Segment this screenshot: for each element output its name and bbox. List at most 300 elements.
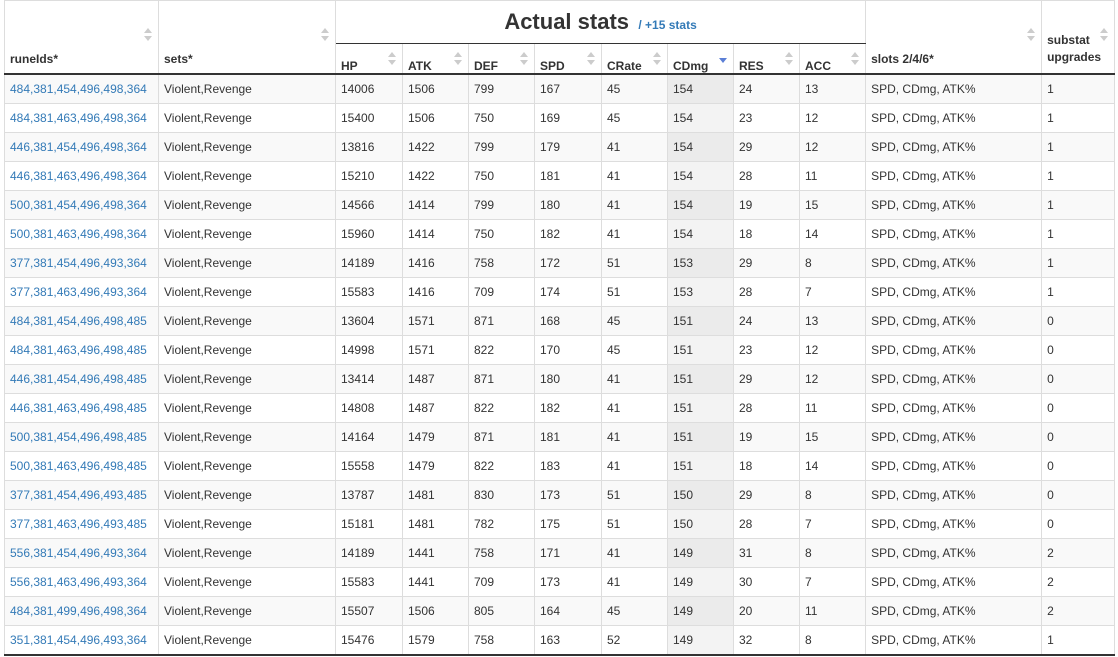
sort-icon (587, 52, 595, 66)
rune-ids-cell (5, 249, 159, 278)
hp-cell: 15400 (336, 104, 403, 133)
atk-cell: 1479 (403, 423, 469, 452)
spd-cell: 173 (535, 568, 602, 597)
upgrades-cell: 1 (1042, 249, 1115, 278)
runeids-header[interactable] (5, 1, 159, 75)
slots-header-label: slots 2/4/6* (871, 52, 934, 66)
spd-cell: 181 (535, 423, 602, 452)
crate-cell: 52 (602, 626, 668, 656)
slots-cell: SPD, CDmg, ATK% (866, 307, 1042, 336)
crate-cell: 51 (602, 510, 668, 539)
res-cell: 28 (734, 162, 800, 191)
res-cell: 29 (734, 481, 800, 510)
sets-cell: Violent,Revenge (159, 133, 336, 162)
hp-header[interactable] (336, 44, 403, 75)
upgrades-cell: 0 (1042, 510, 1115, 539)
hp-cell: 13787 (336, 481, 403, 510)
spd-cell: 169 (535, 104, 602, 133)
def-cell: 871 (469, 365, 535, 394)
spd-cell: 168 (535, 307, 602, 336)
atk-cell: 1579 (403, 626, 469, 656)
spd-cell: 167 (535, 74, 602, 104)
slots-cell: SPD, CDmg, ATK% (866, 74, 1042, 104)
def-header-label: DEF (474, 59, 498, 73)
slots-cell: SPD, CDmg, ATK% (866, 597, 1042, 626)
sort-icon (653, 52, 661, 66)
spd-header-label: SPD (540, 59, 565, 73)
table-row (5, 365, 1115, 394)
def-cell: 709 (469, 568, 535, 597)
sets-cell: Violent,Revenge (159, 626, 336, 656)
sets-cell: Violent,Revenge (159, 597, 336, 626)
acc-cell: 8 (800, 481, 866, 510)
cdmg-cell: 154 (668, 133, 734, 162)
hp-cell: 14189 (336, 249, 403, 278)
slots-cell: SPD, CDmg, ATK% (866, 104, 1042, 133)
rune-ids-cell (5, 191, 159, 220)
rune-ids-cell (5, 568, 159, 597)
atk-cell: 1487 (403, 394, 469, 423)
sets-cell: Violent,Revenge (159, 74, 336, 104)
spd-cell: 182 (535, 394, 602, 423)
crate-cell: 45 (602, 74, 668, 104)
rune-ids-link[interactable]: 484,381,463,496,498,485 (10, 343, 147, 357)
table-row (5, 104, 1115, 133)
cdmg-cell: 153 (668, 249, 734, 278)
spd-cell: 181 (535, 162, 602, 191)
res-cell: 19 (734, 423, 800, 452)
sets-cell: Violent,Revenge (159, 162, 336, 191)
res-cell: 29 (734, 249, 800, 278)
sets-cell: Violent,Revenge (159, 365, 336, 394)
acc-cell: 13 (800, 74, 866, 104)
res-cell: 31 (734, 539, 800, 568)
cdmg-cell: 149 (668, 626, 734, 656)
hp-cell: 14164 (336, 423, 403, 452)
sets-header-label: sets* (164, 52, 193, 66)
cdmg-cell: 154 (668, 162, 734, 191)
hp-cell: 13604 (336, 307, 403, 336)
slots-cell: SPD, CDmg, ATK% (866, 336, 1042, 365)
upgrades-cell: 2 (1042, 539, 1115, 568)
res-cell: 18 (734, 220, 800, 249)
table-row (5, 481, 1115, 510)
rune-ids-cell (5, 452, 159, 481)
acc-cell: 14 (800, 220, 866, 249)
def-cell: 709 (469, 278, 535, 307)
spd-cell: 164 (535, 597, 602, 626)
spd-cell: 163 (535, 626, 602, 656)
rune-ids-cell (5, 307, 159, 336)
cdmg-cell: 151 (668, 307, 734, 336)
crate-cell: 41 (602, 568, 668, 597)
sort-icon (388, 52, 396, 66)
acc-header[interactable] (800, 44, 866, 75)
sets-cell: Violent,Revenge (159, 510, 336, 539)
rune-ids-link[interactable]: 484,381,454,496,498,364 (10, 82, 147, 96)
acc-cell: 12 (800, 365, 866, 394)
acc-cell: 11 (800, 597, 866, 626)
atk-header-label: ATK (408, 59, 432, 73)
spd-cell: 180 (535, 191, 602, 220)
atk-cell: 1506 (403, 104, 469, 133)
atk-cell: 1441 (403, 539, 469, 568)
def-cell: 822 (469, 336, 535, 365)
cdmg-cell: 151 (668, 394, 734, 423)
table-row (5, 162, 1115, 191)
actual-stats-title: Actual stats (504, 9, 630, 34)
upgrades-header[interactable] (1042, 1, 1115, 75)
hp-cell: 13414 (336, 365, 403, 394)
slots-cell: SPD, CDmg, ATK% (866, 510, 1042, 539)
crate-header[interactable] (602, 44, 668, 75)
atk-cell: 1479 (403, 452, 469, 481)
upgrades-cell: 0 (1042, 336, 1115, 365)
res-cell: 24 (734, 74, 800, 104)
def-header[interactable] (469, 44, 535, 75)
rune-ids-cell (5, 626, 159, 656)
slots-cell: SPD, CDmg, ATK% (866, 481, 1042, 510)
res-cell: 23 (734, 104, 800, 133)
atk-cell: 1422 (403, 162, 469, 191)
rune-ids-link[interactable]: 351,381,454,496,493,364 (10, 633, 147, 647)
slots-cell: SPD, CDmg, ATK% (866, 394, 1042, 423)
sets-cell: Violent,Revenge (159, 481, 336, 510)
cdmg-header[interactable] (668, 44, 734, 75)
upgrades-cell: 1 (1042, 104, 1115, 133)
hp-cell: 15558 (336, 452, 403, 481)
upgrades-cell: 1 (1042, 278, 1115, 307)
cdmg-cell: 151 (668, 423, 734, 452)
res-header-label: RES (739, 59, 764, 73)
rune-ids-cell (5, 278, 159, 307)
slots-cell: SPD, CDmg, ATK% (866, 626, 1042, 656)
slots-header[interactable] (866, 1, 1042, 75)
table-row (5, 74, 1115, 104)
crate-cell: 41 (602, 191, 668, 220)
hp-cell: 15507 (336, 597, 403, 626)
rune-ids-cell (5, 336, 159, 365)
spd-cell: 182 (535, 220, 602, 249)
spd-header[interactable] (535, 44, 602, 75)
sets-cell: Violent,Revenge (159, 104, 336, 133)
acc-cell: 11 (800, 394, 866, 423)
crate-cell: 41 (602, 162, 668, 191)
rune-ids-link[interactable]: 446,381,463,496,498,364 (10, 169, 147, 183)
def-cell: 758 (469, 539, 535, 568)
acc-cell: 7 (800, 278, 866, 307)
upgrades-cell: 1 (1042, 191, 1115, 220)
sort-icon (520, 52, 528, 66)
res-cell: 29 (734, 365, 800, 394)
def-cell: 871 (469, 307, 535, 336)
res-cell: 32 (734, 626, 800, 656)
res-cell: 28 (734, 278, 800, 307)
atk-cell: 1487 (403, 365, 469, 394)
upgrades-cell: 2 (1042, 597, 1115, 626)
rune-ids-link[interactable]: 377,381,454,496,493,485 (10, 488, 147, 502)
crate-cell: 51 (602, 278, 668, 307)
slots-cell: SPD, CDmg, ATK% (866, 452, 1042, 481)
sort-icon (144, 28, 152, 42)
slots-cell: SPD, CDmg, ATK% (866, 133, 1042, 162)
hp-header-label: HP (341, 59, 358, 73)
upgrades-header-label: substat upgrades (1047, 33, 1102, 64)
def-cell: 822 (469, 394, 535, 423)
cdmg-cell: 154 (668, 191, 734, 220)
slots-cell: SPD, CDmg, ATK% (866, 191, 1042, 220)
cdmg-cell: 154 (668, 74, 734, 104)
atk-cell: 1416 (403, 249, 469, 278)
atk-cell: 1506 (403, 597, 469, 626)
rune-ids-cell (5, 104, 159, 133)
table-row (5, 394, 1115, 423)
sets-cell: Violent,Revenge (159, 568, 336, 597)
upgrades-cell: 1 (1042, 220, 1115, 249)
crate-header-label: CRate (607, 59, 642, 73)
def-cell: 750 (469, 220, 535, 249)
upgrades-cell: 0 (1042, 452, 1115, 481)
rune-ids-link[interactable]: 377,381,463,496,493,485 (10, 517, 147, 531)
hp-cell: 14808 (336, 394, 403, 423)
cdmg-cell: 151 (668, 452, 734, 481)
table-row (5, 249, 1115, 278)
rune-ids-link[interactable]: 446,381,463,496,498,485 (10, 401, 147, 415)
rune-ids-cell (5, 539, 159, 568)
res-cell: 23 (734, 336, 800, 365)
res-cell: 28 (734, 510, 800, 539)
table-row (5, 220, 1115, 249)
sets-header[interactable] (159, 1, 336, 75)
sets-cell: Violent,Revenge (159, 336, 336, 365)
rune-ids-cell (5, 510, 159, 539)
cdmg-cell: 149 (668, 597, 734, 626)
hp-cell: 14006 (336, 74, 403, 104)
sets-cell: Violent,Revenge (159, 307, 336, 336)
table-row (5, 191, 1115, 220)
sets-cell: Violent,Revenge (159, 278, 336, 307)
table-row (5, 568, 1115, 597)
sort-icon (454, 52, 462, 66)
atk-cell: 1441 (403, 568, 469, 597)
slots-cell: SPD, CDmg, ATK% (866, 278, 1042, 307)
spd-cell: 170 (535, 336, 602, 365)
rune-ids-link[interactable]: 377,381,454,496,493,364 (10, 256, 147, 270)
sort-icon (1027, 28, 1035, 42)
acc-cell: 8 (800, 249, 866, 278)
acc-cell: 8 (800, 539, 866, 568)
slots-cell: SPD, CDmg, ATK% (866, 423, 1042, 452)
atk-header[interactable] (403, 44, 469, 75)
rune-ids-link[interactable]: 484,381,463,496,498,364 (10, 111, 147, 125)
def-cell: 799 (469, 74, 535, 104)
sets-cell: Violent,Revenge (159, 249, 336, 278)
spd-cell: 174 (535, 278, 602, 307)
rune-ids-link[interactable]: 500,381,463,496,498,364 (10, 227, 147, 241)
hp-cell: 14189 (336, 539, 403, 568)
upgrades-cell: 1 (1042, 162, 1115, 191)
sets-cell: Violent,Revenge (159, 220, 336, 249)
acc-cell: 15 (800, 191, 866, 220)
crate-cell: 45 (602, 336, 668, 365)
crate-cell: 45 (602, 597, 668, 626)
hp-cell: 13816 (336, 133, 403, 162)
table-row (5, 423, 1115, 452)
cdmg-cell: 149 (668, 568, 734, 597)
cdmg-cell: 150 (668, 510, 734, 539)
rune-ids-cell (5, 162, 159, 191)
slots-cell: SPD, CDmg, ATK% (866, 539, 1042, 568)
crate-cell: 41 (602, 452, 668, 481)
crate-cell: 41 (602, 539, 668, 568)
cdmg-cell: 154 (668, 220, 734, 249)
rune-ids-link[interactable]: 446,381,454,496,498,485 (10, 372, 147, 386)
def-cell: 750 (469, 104, 535, 133)
acc-cell: 11 (800, 162, 866, 191)
table-row (5, 626, 1115, 656)
hp-cell: 15476 (336, 626, 403, 656)
table-row (5, 307, 1115, 336)
res-cell: 19 (734, 191, 800, 220)
rune-ids-link[interactable]: 556,381,454,496,493,364 (10, 546, 147, 560)
acc-header-label: ACC (805, 59, 831, 73)
slots-cell: SPD, CDmg, ATK% (866, 365, 1042, 394)
rune-ids-link[interactable]: 484,381,454,496,498,485 (10, 314, 147, 328)
rune-ids-cell (5, 133, 159, 162)
table-body (5, 74, 1115, 655)
actual-stats-group-header (336, 1, 866, 44)
sets-cell: Violent,Revenge (159, 394, 336, 423)
res-header[interactable] (734, 44, 800, 75)
table-row (5, 336, 1115, 365)
rune-ids-cell (5, 481, 159, 510)
res-cell: 18 (734, 452, 800, 481)
crate-cell: 45 (602, 307, 668, 336)
def-cell: 799 (469, 191, 535, 220)
hp-cell: 15583 (336, 568, 403, 597)
acc-cell: 13 (800, 307, 866, 336)
res-cell: 20 (734, 597, 800, 626)
res-cell: 30 (734, 568, 800, 597)
def-cell: 758 (469, 249, 535, 278)
crate-cell: 41 (602, 394, 668, 423)
crate-cell: 41 (602, 423, 668, 452)
acc-cell: 7 (800, 568, 866, 597)
upgrades-cell: 1 (1042, 626, 1115, 656)
slots-cell: SPD, CDmg, ATK% (866, 249, 1042, 278)
res-cell: 24 (734, 307, 800, 336)
def-cell: 782 (469, 510, 535, 539)
res-cell: 29 (734, 133, 800, 162)
spd-cell: 175 (535, 510, 602, 539)
slots-cell: SPD, CDmg, ATK% (866, 220, 1042, 249)
atk-cell: 1506 (403, 74, 469, 104)
upgrades-cell: 1 (1042, 74, 1115, 104)
hp-cell: 15583 (336, 278, 403, 307)
cdmg-cell: 153 (668, 278, 734, 307)
spd-cell: 171 (535, 539, 602, 568)
acc-cell: 15 (800, 423, 866, 452)
crate-cell: 41 (602, 133, 668, 162)
cdmg-cell: 151 (668, 336, 734, 365)
atk-cell: 1481 (403, 510, 469, 539)
hp-cell: 15210 (336, 162, 403, 191)
plus15-stats-link[interactable]: / +15 stats (638, 18, 697, 32)
table-row (5, 510, 1115, 539)
atk-cell: 1481 (403, 481, 469, 510)
spd-cell: 180 (535, 365, 602, 394)
sets-cell: Violent,Revenge (159, 452, 336, 481)
cdmg-cell: 154 (668, 104, 734, 133)
sets-cell: Violent,Revenge (159, 191, 336, 220)
rune-ids-cell (5, 74, 159, 104)
runeids-header-label: runeIds* (10, 52, 59, 66)
rune-ids-cell (5, 365, 159, 394)
acc-cell: 12 (800, 336, 866, 365)
slots-cell: SPD, CDmg, ATK% (866, 568, 1042, 597)
rune-ids-link[interactable]: 556,381,463,496,493,364 (10, 575, 147, 589)
spd-cell: 173 (535, 481, 602, 510)
def-cell: 830 (469, 481, 535, 510)
rune-ids-link[interactable]: 500,381,454,496,498,364 (10, 198, 147, 212)
atk-cell: 1414 (403, 220, 469, 249)
hp-cell: 14566 (336, 191, 403, 220)
rune-ids-link[interactable]: 484,381,499,496,498,364 (10, 604, 147, 618)
spd-cell: 172 (535, 249, 602, 278)
hp-cell: 14998 (336, 336, 403, 365)
acc-cell: 7 (800, 510, 866, 539)
table-row (5, 278, 1115, 307)
acc-cell: 14 (800, 452, 866, 481)
rune-ids-link[interactable]: 500,381,463,496,498,485 (10, 459, 147, 473)
sort-icon (785, 52, 793, 66)
rune-ids-cell (5, 220, 159, 249)
crate-cell: 51 (602, 481, 668, 510)
def-cell: 871 (469, 423, 535, 452)
upgrades-cell: 0 (1042, 365, 1115, 394)
hp-cell: 15181 (336, 510, 403, 539)
def-cell: 750 (469, 162, 535, 191)
cdmg-cell: 151 (668, 365, 734, 394)
sort-icon (1100, 28, 1108, 42)
atk-cell: 1571 (403, 307, 469, 336)
atk-cell: 1416 (403, 278, 469, 307)
upgrades-cell: 0 (1042, 307, 1115, 336)
def-cell: 805 (469, 597, 535, 626)
rune-ids-cell (5, 394, 159, 423)
sort-icon (851, 52, 859, 66)
acc-cell: 12 (800, 104, 866, 133)
acc-cell: 8 (800, 626, 866, 656)
sets-cell: Violent,Revenge (159, 539, 336, 568)
cdmg-cell: 149 (668, 539, 734, 568)
sort-desc-icon (719, 52, 727, 66)
cdmg-cell: 150 (668, 481, 734, 510)
res-cell: 28 (734, 394, 800, 423)
hp-cell: 15960 (336, 220, 403, 249)
rune-ids-link[interactable]: 377,381,463,496,493,364 (10, 285, 147, 299)
rune-ids-link[interactable]: 446,381,454,496,498,364 (10, 140, 147, 154)
results-table (4, 0, 1115, 656)
table-row (5, 539, 1115, 568)
crate-cell: 41 (602, 220, 668, 249)
crate-cell: 41 (602, 365, 668, 394)
spd-cell: 179 (535, 133, 602, 162)
table-row (5, 452, 1115, 481)
def-cell: 822 (469, 452, 535, 481)
upgrades-cell: 0 (1042, 423, 1115, 452)
rune-ids-link[interactable]: 500,381,454,496,498,485 (10, 430, 147, 444)
